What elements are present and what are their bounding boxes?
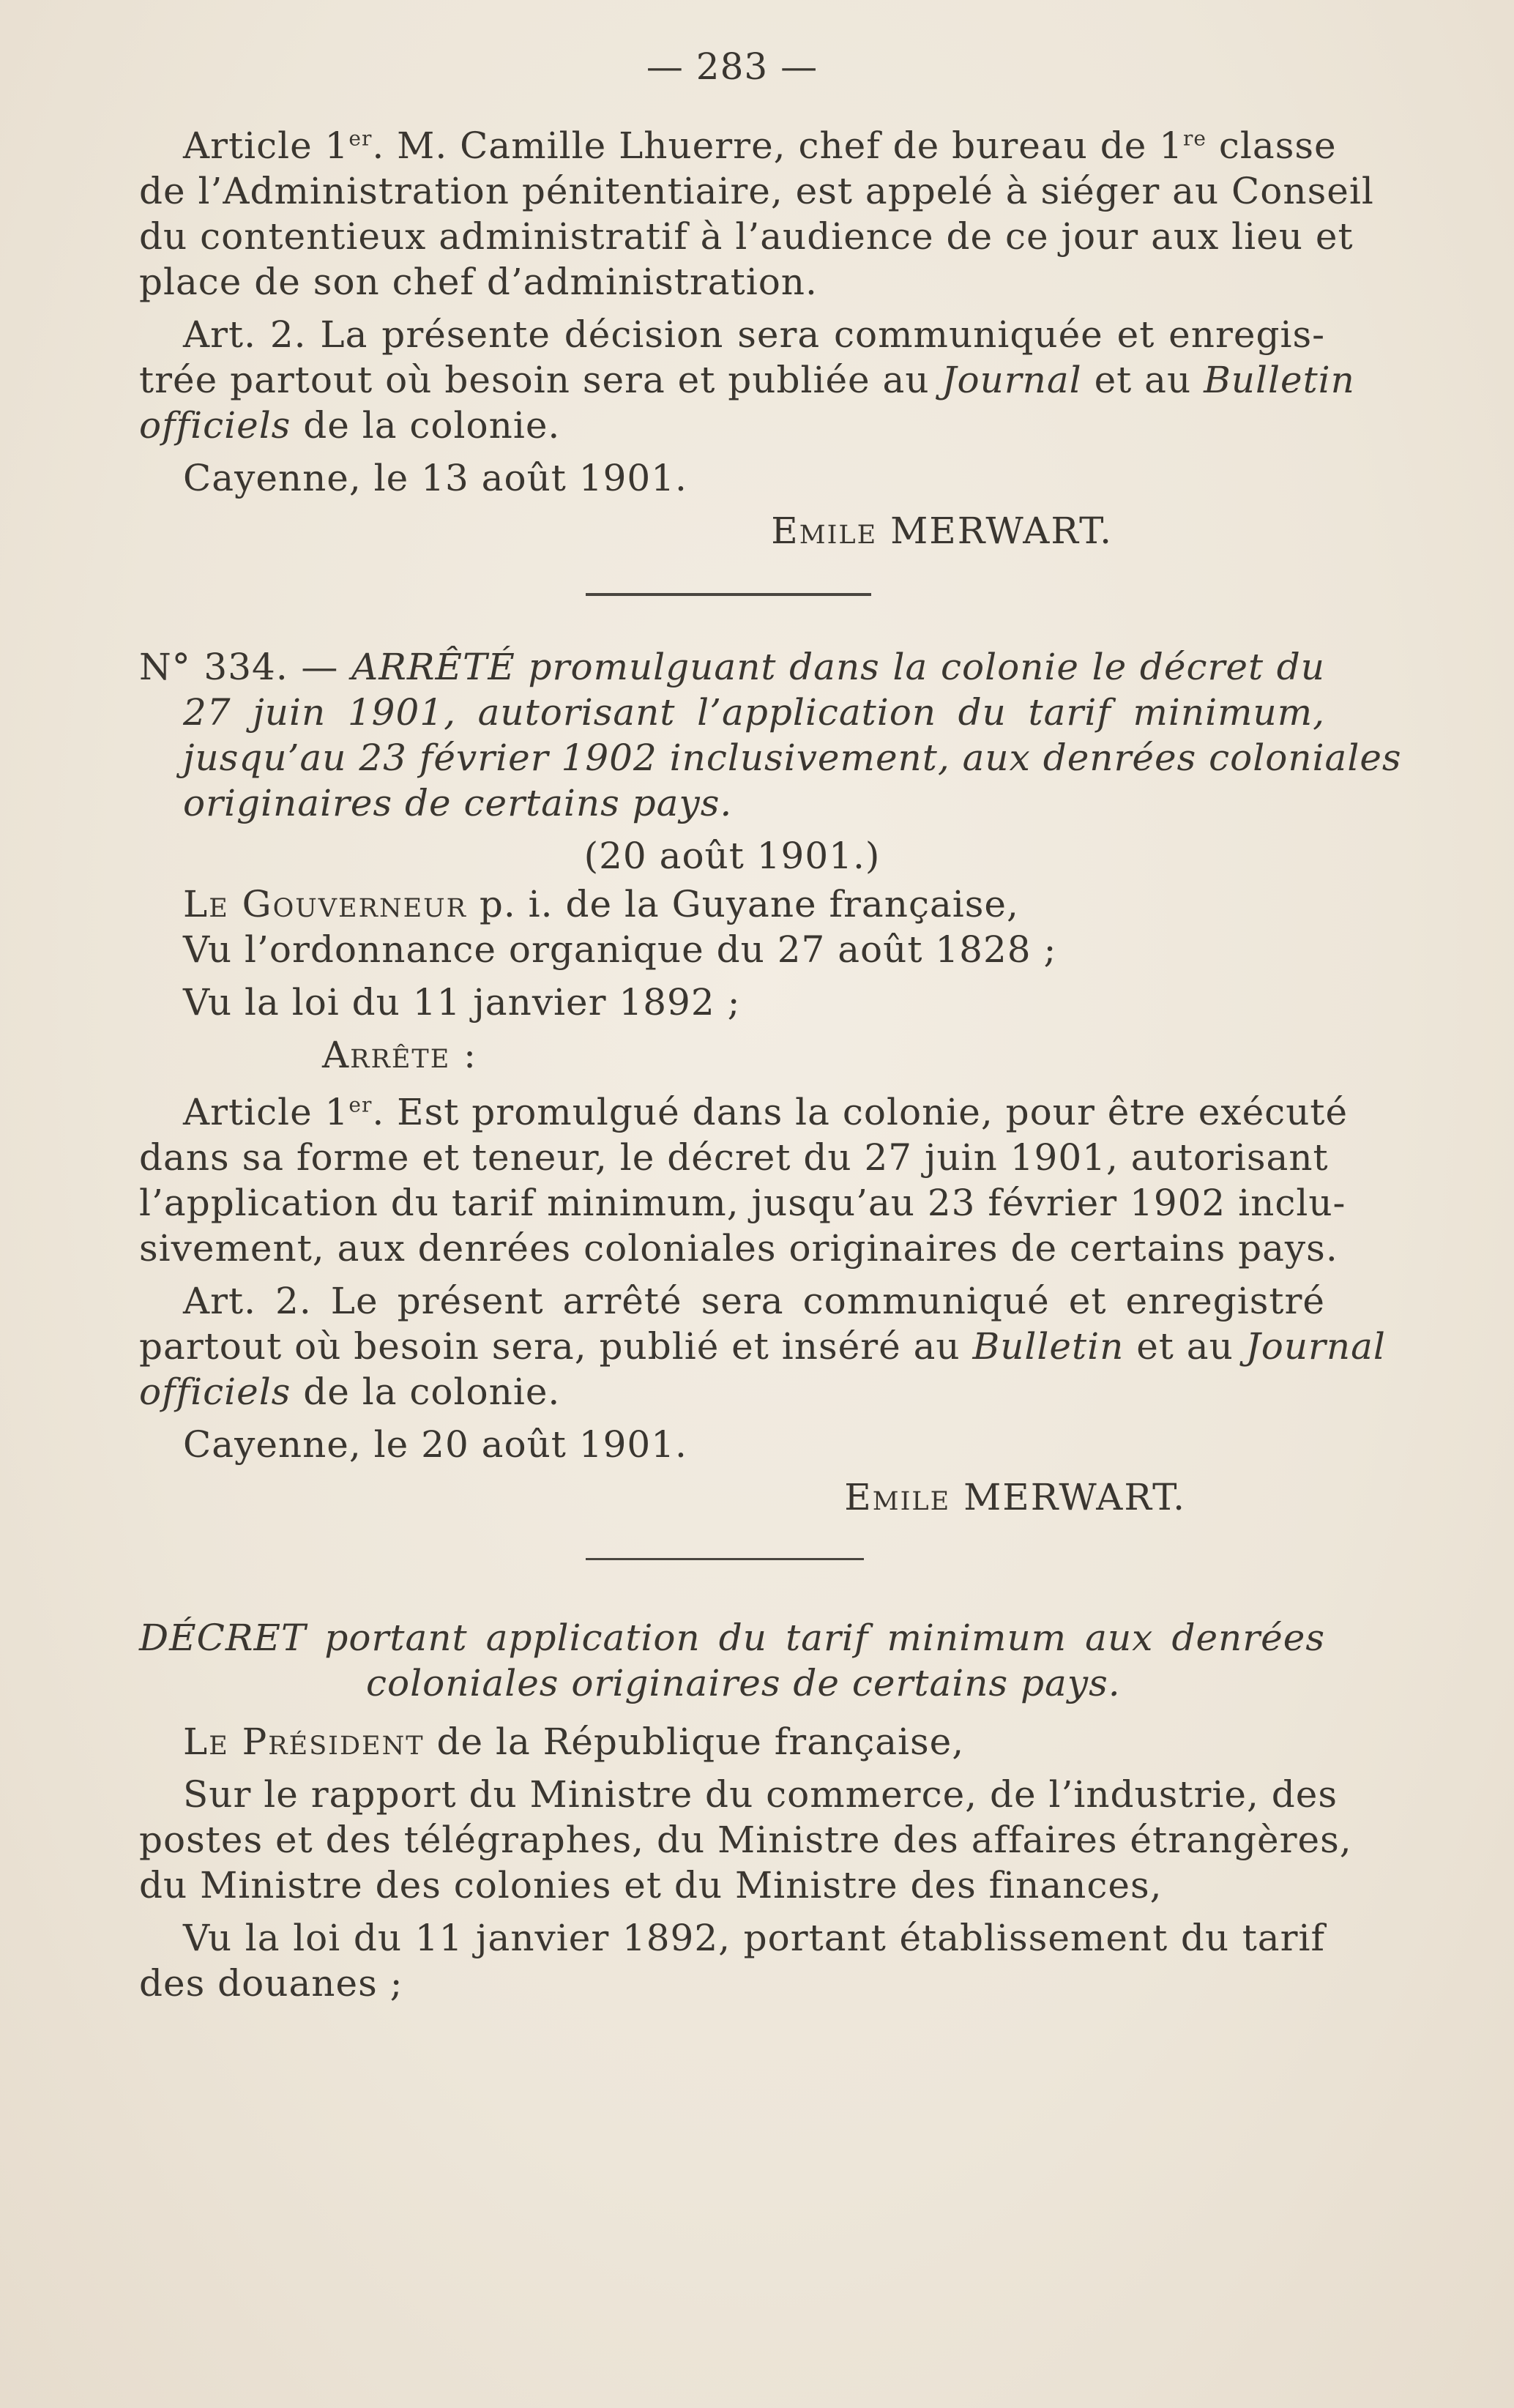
s2-art2-line3: officiels de la colonie. bbox=[139, 1371, 561, 1413]
s3-heading-line2: coloniales originaires de certains pays. bbox=[366, 1662, 1121, 1704]
s2-art2-line2: partout où besoin sera, publié et inséré au Bulletin et au Journal bbox=[139, 1325, 1386, 1368]
s3-vu-line1: Vu la loi du 11 janvier 1892, portant établissement du tarif bbox=[183, 1917, 1325, 1959]
s3-rapport-line3: du Ministre des colonies et du Ministre des finances, bbox=[139, 1864, 1163, 1906]
page-number: — 283 — bbox=[646, 45, 818, 88]
s1-signature: Emile MERWART. bbox=[771, 510, 1113, 552]
s2-heading-line2: 27 juin 1901, autorisant l’application du tarif minimum, bbox=[183, 691, 1325, 734]
s1-date: Cayenne, le 13 août 1901. bbox=[183, 457, 687, 499]
s2-article1-line4: sivement, aux denrées coloniales originaires de certains pays. bbox=[139, 1227, 1338, 1270]
s2-heading-line1: N° 334. — ARRÊTÉ promulguant dans la colonie le décret du bbox=[139, 646, 1325, 688]
s1-article1-line4: place de son chef d’administration. bbox=[139, 261, 818, 303]
s3-heading-line1: DÉCRET portant application du tarif minimum aux denrées bbox=[139, 1617, 1325, 1659]
s3-president-line: Le Président de la République française, bbox=[183, 1721, 965, 1763]
section-divider-1 bbox=[586, 593, 871, 596]
s1-art2-line2: trée partout où besoin sera et publiée au Journal et au Bulletin bbox=[139, 359, 1355, 401]
s2-heading-line4: originaires de certains pays. bbox=[183, 782, 733, 824]
s2-article1-line2: dans sa forme et teneur, le décret du 27 juin 1901, autorisant bbox=[139, 1136, 1329, 1179]
s2-article1-line3: l’application du tarif minimum, jusqu’au 23 février 1902 inclu- bbox=[139, 1182, 1346, 1224]
s3-rapport-line1: Sur le rapport du Ministre du commerce, de l’industrie, des bbox=[183, 1773, 1338, 1816]
section-divider-2 bbox=[586, 1558, 864, 1560]
s2-governor-line: Le Gouverneur p. i. de la Guyane française, bbox=[183, 883, 1019, 925]
s2-signature: Emile MERWART. bbox=[844, 1476, 1186, 1518]
s1-art2-line1: Art. 2. La présente décision sera communiquée et enregis- bbox=[183, 313, 1325, 356]
s3-vu-line2: des douanes ; bbox=[139, 1962, 403, 2005]
s2-vu-loi: Vu la loi du 11 janvier 1892 ; bbox=[183, 981, 741, 1024]
s2-vu-ordonnance: Vu l’ordonnance organique du 27 août 1828 ; bbox=[183, 928, 1057, 971]
s3-rapport-line2: postes et des télégraphes, du Ministre des affaires étrangères, bbox=[139, 1819, 1352, 1861]
s1-article1-line2: de l’Administration pénitentiaire, est appelé à siéger au Conseil bbox=[139, 170, 1374, 212]
s2-heading-date: (20 août 1901.) bbox=[583, 835, 881, 877]
s1-article1-line3: du contentieux administratif à l’audience de ce jour aux lieu et bbox=[139, 215, 1354, 258]
s1-art2-line3: officiels de la colonie. bbox=[139, 404, 561, 447]
s2-art2-line1: Art. 2. Le présent arrêté sera communiqué et enregistré bbox=[183, 1280, 1325, 1322]
s2-date: Cayenne, le 20 août 1901. bbox=[183, 1423, 687, 1466]
s1-article1-line1: Article 1er. M. Camille Lhuerre, chef de bureau de 1re classe bbox=[183, 124, 1337, 167]
s2-heading-line3: jusqu’au 23 février 1902 inclusivement, aux denrées coloniales bbox=[183, 737, 1402, 779]
s2-article1-line1: Article 1er. Est promulgué dans la colonie, pour être exécuté bbox=[183, 1091, 1349, 1133]
s2-arrete: Arrête : bbox=[322, 1034, 477, 1076]
